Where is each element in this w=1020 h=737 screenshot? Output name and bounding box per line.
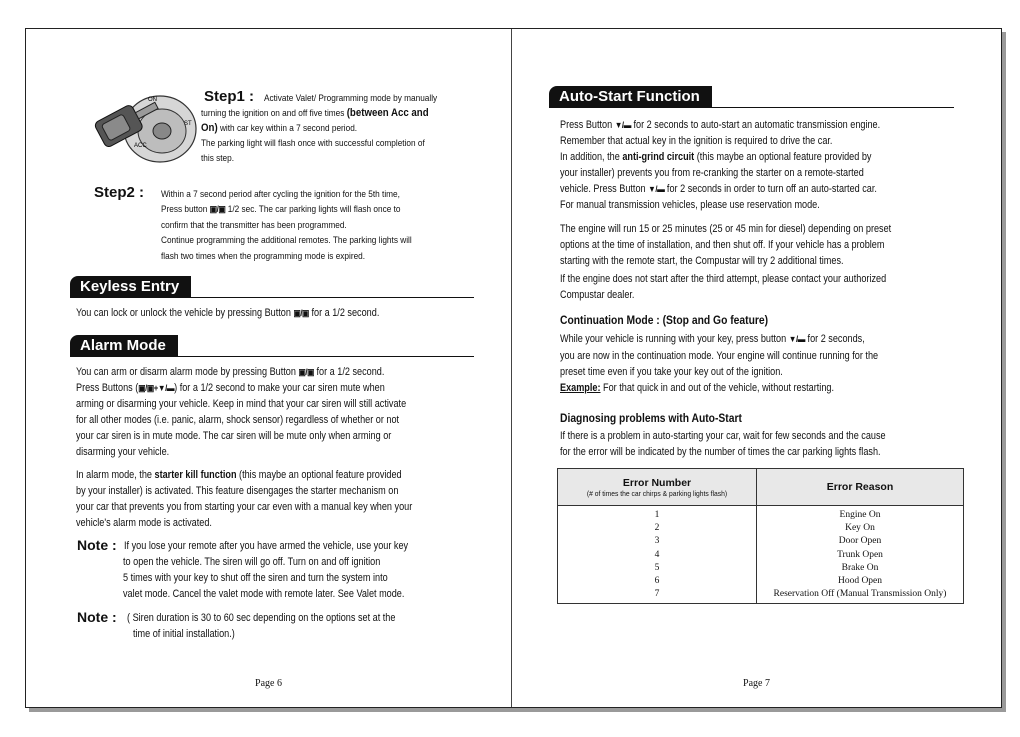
step1-line3-wrap (201, 121, 357, 136)
alarm-p1-start-b: Press Buttons ( (76, 382, 139, 394)
error-reason: Reservation Off (Manual Transmission Only) (773, 589, 947, 600)
diagnosing-title: Diagnosing problems with Auto-Start (560, 411, 742, 425)
alarm-p1-start-a: You can arm or disarm alarm mode by pressing Button (76, 366, 296, 378)
alarm-p2-bold: starter kill function (154, 469, 237, 481)
continuation-line1-b: for 2 seconds, (807, 333, 865, 345)
error-number: 4 (654, 549, 660, 560)
ignition-key-illustration (88, 85, 200, 165)
error-number: 6 (654, 576, 660, 587)
page-number-right: Page 7 (743, 678, 770, 689)
step1-label: Step1 : (204, 88, 255, 105)
step1-line2: turning the ignition on and off five times (201, 107, 345, 118)
alarm-p2-line2: by your installer) is activated. This feature disengages the starter mechanism on (76, 485, 399, 497)
page-number-left: Page 6 (255, 678, 282, 689)
auto-p2-line4: If the engine does not start after the third attempt, please contact your authorized (560, 273, 887, 285)
col-error-number-sub: (# of times the car chirps & parking lights flash) (586, 488, 728, 498)
step1-line3: with car key within a 7 second period. (219, 122, 358, 133)
alarm-p2-a: In alarm mode, the (76, 469, 152, 481)
error-number: 5 (654, 562, 660, 573)
auto-start-heading (549, 86, 954, 108)
error-reason: Hood Open (837, 576, 883, 587)
step2-line2b: 1/2 sec. The car parking lights will flash once to (227, 203, 401, 214)
auto-p2-line5: Compustar dealer. (560, 289, 635, 301)
auto-press-button: Press Button (560, 119, 613, 131)
step1-line2-wrap (201, 106, 429, 121)
note1-line1: If you lose your remote after you have armed the vehicle, use your key (124, 540, 409, 552)
step2-line2a: Press button (161, 203, 208, 214)
col-error-reason: Error Reason (757, 469, 964, 506)
auto-vehicle-press: vehicle. Press Button (560, 183, 646, 195)
error-table-body (558, 506, 964, 604)
lock-unlock-button-icon: ▣/▣ (298, 367, 314, 377)
step1-label-wrap (204, 88, 254, 106)
trunk-button-icon: ▼/▬ (648, 184, 665, 194)
error-number: 1 (654, 510, 660, 520)
step1-line4: The parking light will flash once with successful completion of (201, 137, 425, 148)
diagnosing-line2: for the error will be indicated by the number of times the car parking lights flash. (560, 446, 881, 458)
auto-in-addition: In addition, the (560, 151, 620, 163)
step2-label: Step2 : (94, 184, 145, 201)
lock-unlock-button-icon: ▣/▣ (209, 204, 226, 214)
lock-plus-trunk-button-icon: ▣/▣+▼/▬ (138, 383, 175, 393)
keyless-text-b: for a 1/2 second. (311, 307, 380, 319)
error-number: 3 (654, 536, 660, 547)
note2-label: Note : (77, 609, 117, 625)
alarm-p1-text1: for a 1/2 second to make your car siren mute when (179, 382, 385, 394)
keyless-entry-title: Keyless Entry (70, 276, 191, 298)
error-reason: Brake On (841, 562, 879, 573)
error-number: 7 (654, 589, 660, 600)
error-reason-cell (757, 506, 964, 604)
error-number: 2 (654, 523, 660, 534)
trunk-button-icon: ▼/▬ (788, 334, 806, 344)
error-table (557, 468, 964, 604)
auto-p1-line6: For manual transmission vehicles, please use reservation mode. (560, 199, 820, 211)
auto-p2-line2: options at the time of installation, and then shut off. If your vehicle has a problem (560, 239, 885, 251)
alarm-mode-heading (70, 335, 474, 357)
auto-p1-line1 (560, 117, 880, 133)
svg-text:ON: ON (148, 97, 157, 103)
error-number-cell (558, 506, 757, 604)
continuation-line2: you are now in the continuation mode. Your engine will continue running for the (560, 350, 879, 362)
trunk-button-icon: ▼/▬ (614, 120, 631, 130)
note1-line3: 5 times with your key to shut off the siren and turn the system into (123, 572, 388, 584)
step1-line5: this step. (201, 152, 235, 163)
alarm-p2-line3: your car that prevents you from starting your car even with a manual key when your (76, 501, 413, 513)
auto-p1-text2: (this maybe an optional feature provided by (696, 151, 872, 163)
step1-bold-a: (between Acc and (346, 107, 429, 119)
diagnosing-line1: If there is a problem in auto-starting your car, wait for few seconds and the cause (560, 430, 886, 442)
note1-line2: to open the vehicle. The siren will go off. Turn on and off ignition (123, 556, 381, 568)
auto-start-title: Auto-Start Function (549, 86, 712, 108)
keyless-entry-rule (70, 297, 474, 298)
alarm-p1-start-c: ) (174, 382, 178, 394)
alarm-p2-b: (this maybe an optional feature provided (239, 469, 402, 481)
auto-p1-line2: Remember that actual key in the ignition is required to drive the car. (560, 135, 833, 147)
continuation-title: Continuation Mode : (Stop and Go feature) (560, 313, 769, 327)
error-reason: Door Open (838, 536, 882, 547)
svg-text:ACC: ACC (134, 143, 147, 149)
keyless-text (76, 305, 379, 321)
step2-line4: Continue programming the additional remotes. The parking lights will (161, 234, 412, 245)
error-table-header (558, 469, 964, 506)
alarm-p1-line4: for all other modes (i.e. panic, alarm, shock sensor) regardless of whether or not (76, 414, 400, 426)
auto-p1-line5 (560, 181, 877, 197)
alarm-p1-text0: for a 1/2 second. (316, 366, 385, 378)
keyless-text-a: You can lock or unlock the vehicle by pressing Button (76, 307, 291, 319)
note2-line1: ( Siren duration is 30 to 60 sec depending on the options set at the (127, 612, 396, 624)
auto-anti-grind: anti-grind circuit (622, 151, 695, 163)
manual-spread (25, 28, 1002, 708)
alarm-p1-line6: disarming your vehicle. (76, 446, 170, 458)
step2-label-wrap (94, 184, 144, 202)
col-error-number-title: Error Number (622, 476, 692, 489)
alarm-p1-line2 (76, 380, 385, 396)
error-reason: Trunk Open (837, 549, 883, 560)
step1-line1: Activate Valet/ Programming mode by manually (264, 92, 438, 103)
lock-unlock-button-icon: ▣/▣ (293, 308, 309, 318)
note1-label: Note : (77, 537, 117, 553)
auto-p2-line1: The engine will run 15 or 25 minutes (25 or 45 min for diesel) depending on preset (560, 223, 892, 235)
alarm-mode-title: Alarm Mode (70, 335, 178, 357)
auto-p1-line3 (560, 149, 871, 165)
continuation-line1 (560, 331, 865, 347)
step1-bold-b: On) (201, 122, 218, 134)
col-error-number (558, 469, 757, 506)
alarm-p1-line1 (76, 364, 384, 380)
continuation-line1-a: While your vehicle is running with your key, press button (560, 333, 787, 345)
page-7 (512, 29, 1001, 707)
alarm-mode-rule (70, 356, 474, 357)
auto-p1-line4: your installer) prevents you from re-cranking the starter on a remote-started (560, 167, 864, 179)
continuation-line3: preset time even if you take your key out of the ignition. (560, 366, 783, 378)
alarm-p1-line5: your car siren is in mute mode. The car siren will be mute only when arming or (76, 430, 392, 442)
auto-p2-line3: starting with the remote start, the Compustar will try 2 additional times. (560, 255, 844, 267)
alarm-p1-line3: arming or disarming your vehicle. Keep in mind that your car siren will still activate (76, 398, 407, 410)
error-reason: Key On (845, 523, 875, 534)
error-reason: Engine On (839, 510, 881, 520)
continuation-example (560, 380, 834, 396)
auto-p1-text0: for 2 seconds to auto-start an automatic transmission engine. (633, 119, 881, 131)
svg-text:ST: ST (184, 121, 192, 127)
keyless-entry-heading (70, 276, 474, 298)
step2-line3: confirm that the transmitter has been programmed. (161, 219, 347, 230)
alarm-p2-line1 (76, 467, 402, 483)
step2-line5: flash two times when the programming mode is expired. (161, 250, 366, 261)
auto-start-rule (549, 107, 954, 108)
alarm-p2-line4: vehicle's alarm mode is activated. (76, 517, 212, 529)
note1-line4: valet mode. Cancel the valet mode with remote later. See Valet mode. (123, 588, 405, 600)
example-text: For that quick in and out of the vehicle, without restarting. (603, 382, 834, 394)
page-6 (26, 29, 511, 707)
example-label: Example: (560, 382, 601, 394)
step2-line2-wrap (161, 202, 400, 217)
step2-line1: Within a 7 second period after cycling the ignition for the 5th time, (161, 188, 400, 199)
note2-line2: time of initial installation.) (133, 628, 235, 640)
auto-p1-text4: for 2 seconds in order to turn off an auto-started car. (666, 183, 877, 195)
